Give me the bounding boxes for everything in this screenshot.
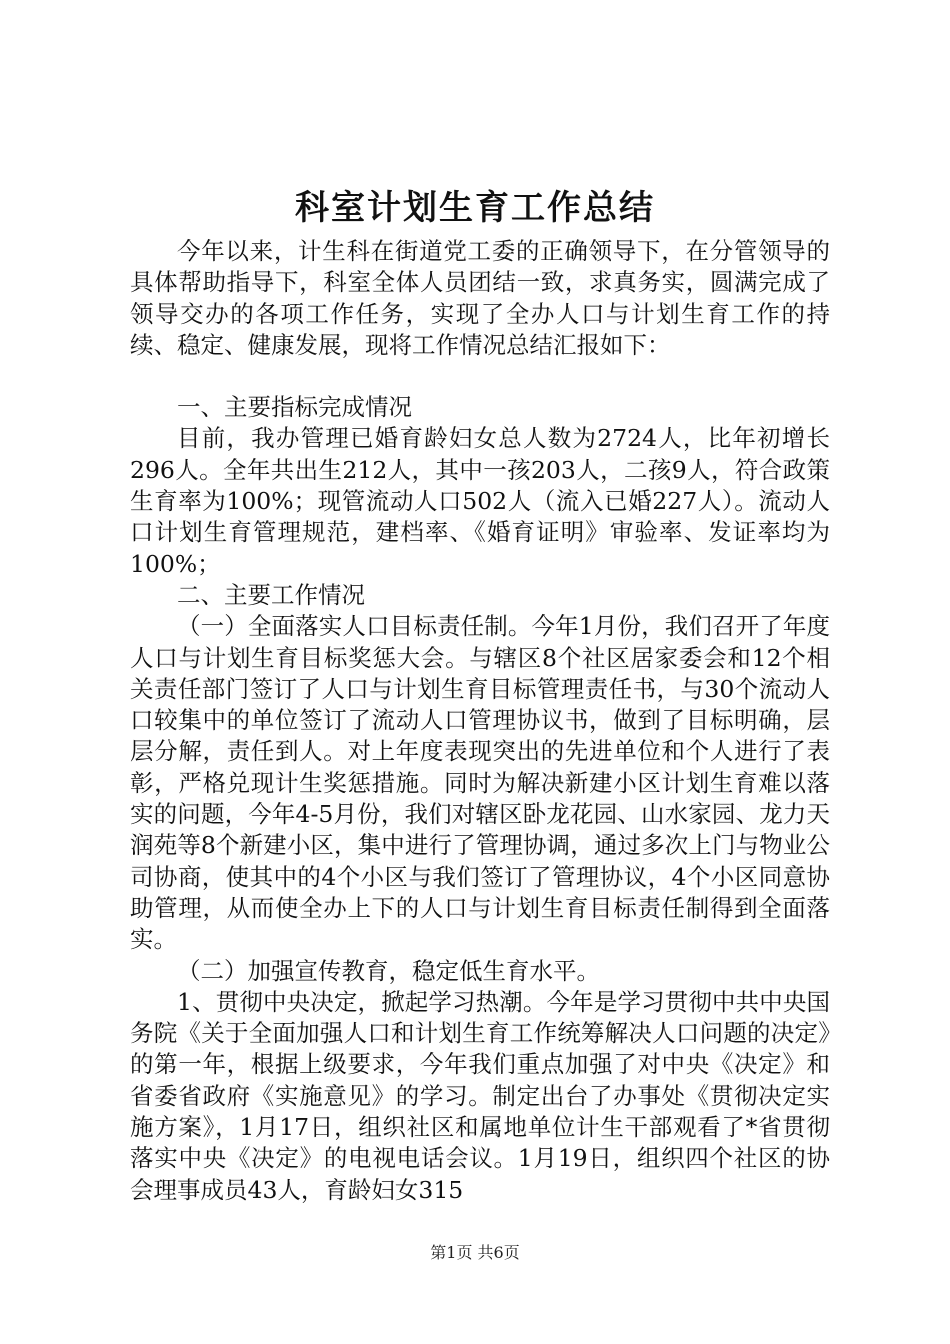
section-heading-work: 二、主要工作情况 (177, 580, 365, 609)
page-footer: 第1页 共6页 (430, 1243, 520, 1262)
document-body (130, 236, 830, 1206)
subsection-heading-publicity: （二）加强宣传教育，稳定低生育水平。 (177, 956, 600, 985)
section-heading-indicators: 一、主要指标完成情况 (177, 393, 412, 422)
central-decision-paragraph: 1、贯彻中央决定，掀起学习热潮。今年是学习贯彻中共中央国务院《关于全面加强人口和计划生育工作统筹解决人口问题的决定》的第一年，根据上级要求，今年我们重点加强了对中央《决定》和省委省政府《实施意见》的学习。制定出台了办事处《贯彻决定实施方案》，1月17日，组织社区和属地单位计生干部观看了*省贯彻落实中央《决定》的电视电话会议。1月19日，组织四个社区的协会理事成员43人，育龄妇女315 (130, 987, 830, 1204)
target-responsibility-paragraph: （一）全面落实人口目标责任制。今年1月份，我们召开了年度人口与计划生育目标奖惩大会。与辖区8个社区居家委会和12个相关责任部门签订了人口与计划生育目标管理责任书，与30个流动人口较集中的单位签订了流动人口管理协议书，做到了目标明确，层层分解，责任到人。对上年度表现突出的先进单位和个人进行了表彰，严格兑现计生奖惩措施。同时为解决新建小区计划生育难以落实的问题，今年4-5月份，我们对辖区卧龙花园、山水家园、龙力天润苑等8个新建小区，集中进行了管理协调，通过多次上门与物业公司协商，使其中的4个小区与我们签订了管理协议，4个小区同意协助管理，从而使全办上下的人口与计划生育目标责任制得到全面落实。 (130, 612, 830, 954)
paragraph-spacer (130, 361, 830, 392)
document-title: 科室计划生育工作总结 (295, 188, 655, 228)
indicators-paragraph: 目前，我办管理已婚育龄妇女总人数为2724人，比年初增长296人。全年共出生212人，其中一孩203人，二孩9人，符合政策生育率为100%；现管流动人口502人（流入已婚227人）。流动人口计划生育管理规范，建档率、《婚育证明》审验率、发证率均为100%； (130, 424, 830, 578)
intro-paragraph: 今年以来，计生科在街道党工委的正确领导下，在分管领导的具体帮助指导下，科室全体人员团结一致，求真务实，圆满完成了领导交办的各项工作任务，实现了全办人口与计划生育工作的持续、稳定、健康发展，现将工作情况总结汇报如下： (130, 237, 830, 359)
